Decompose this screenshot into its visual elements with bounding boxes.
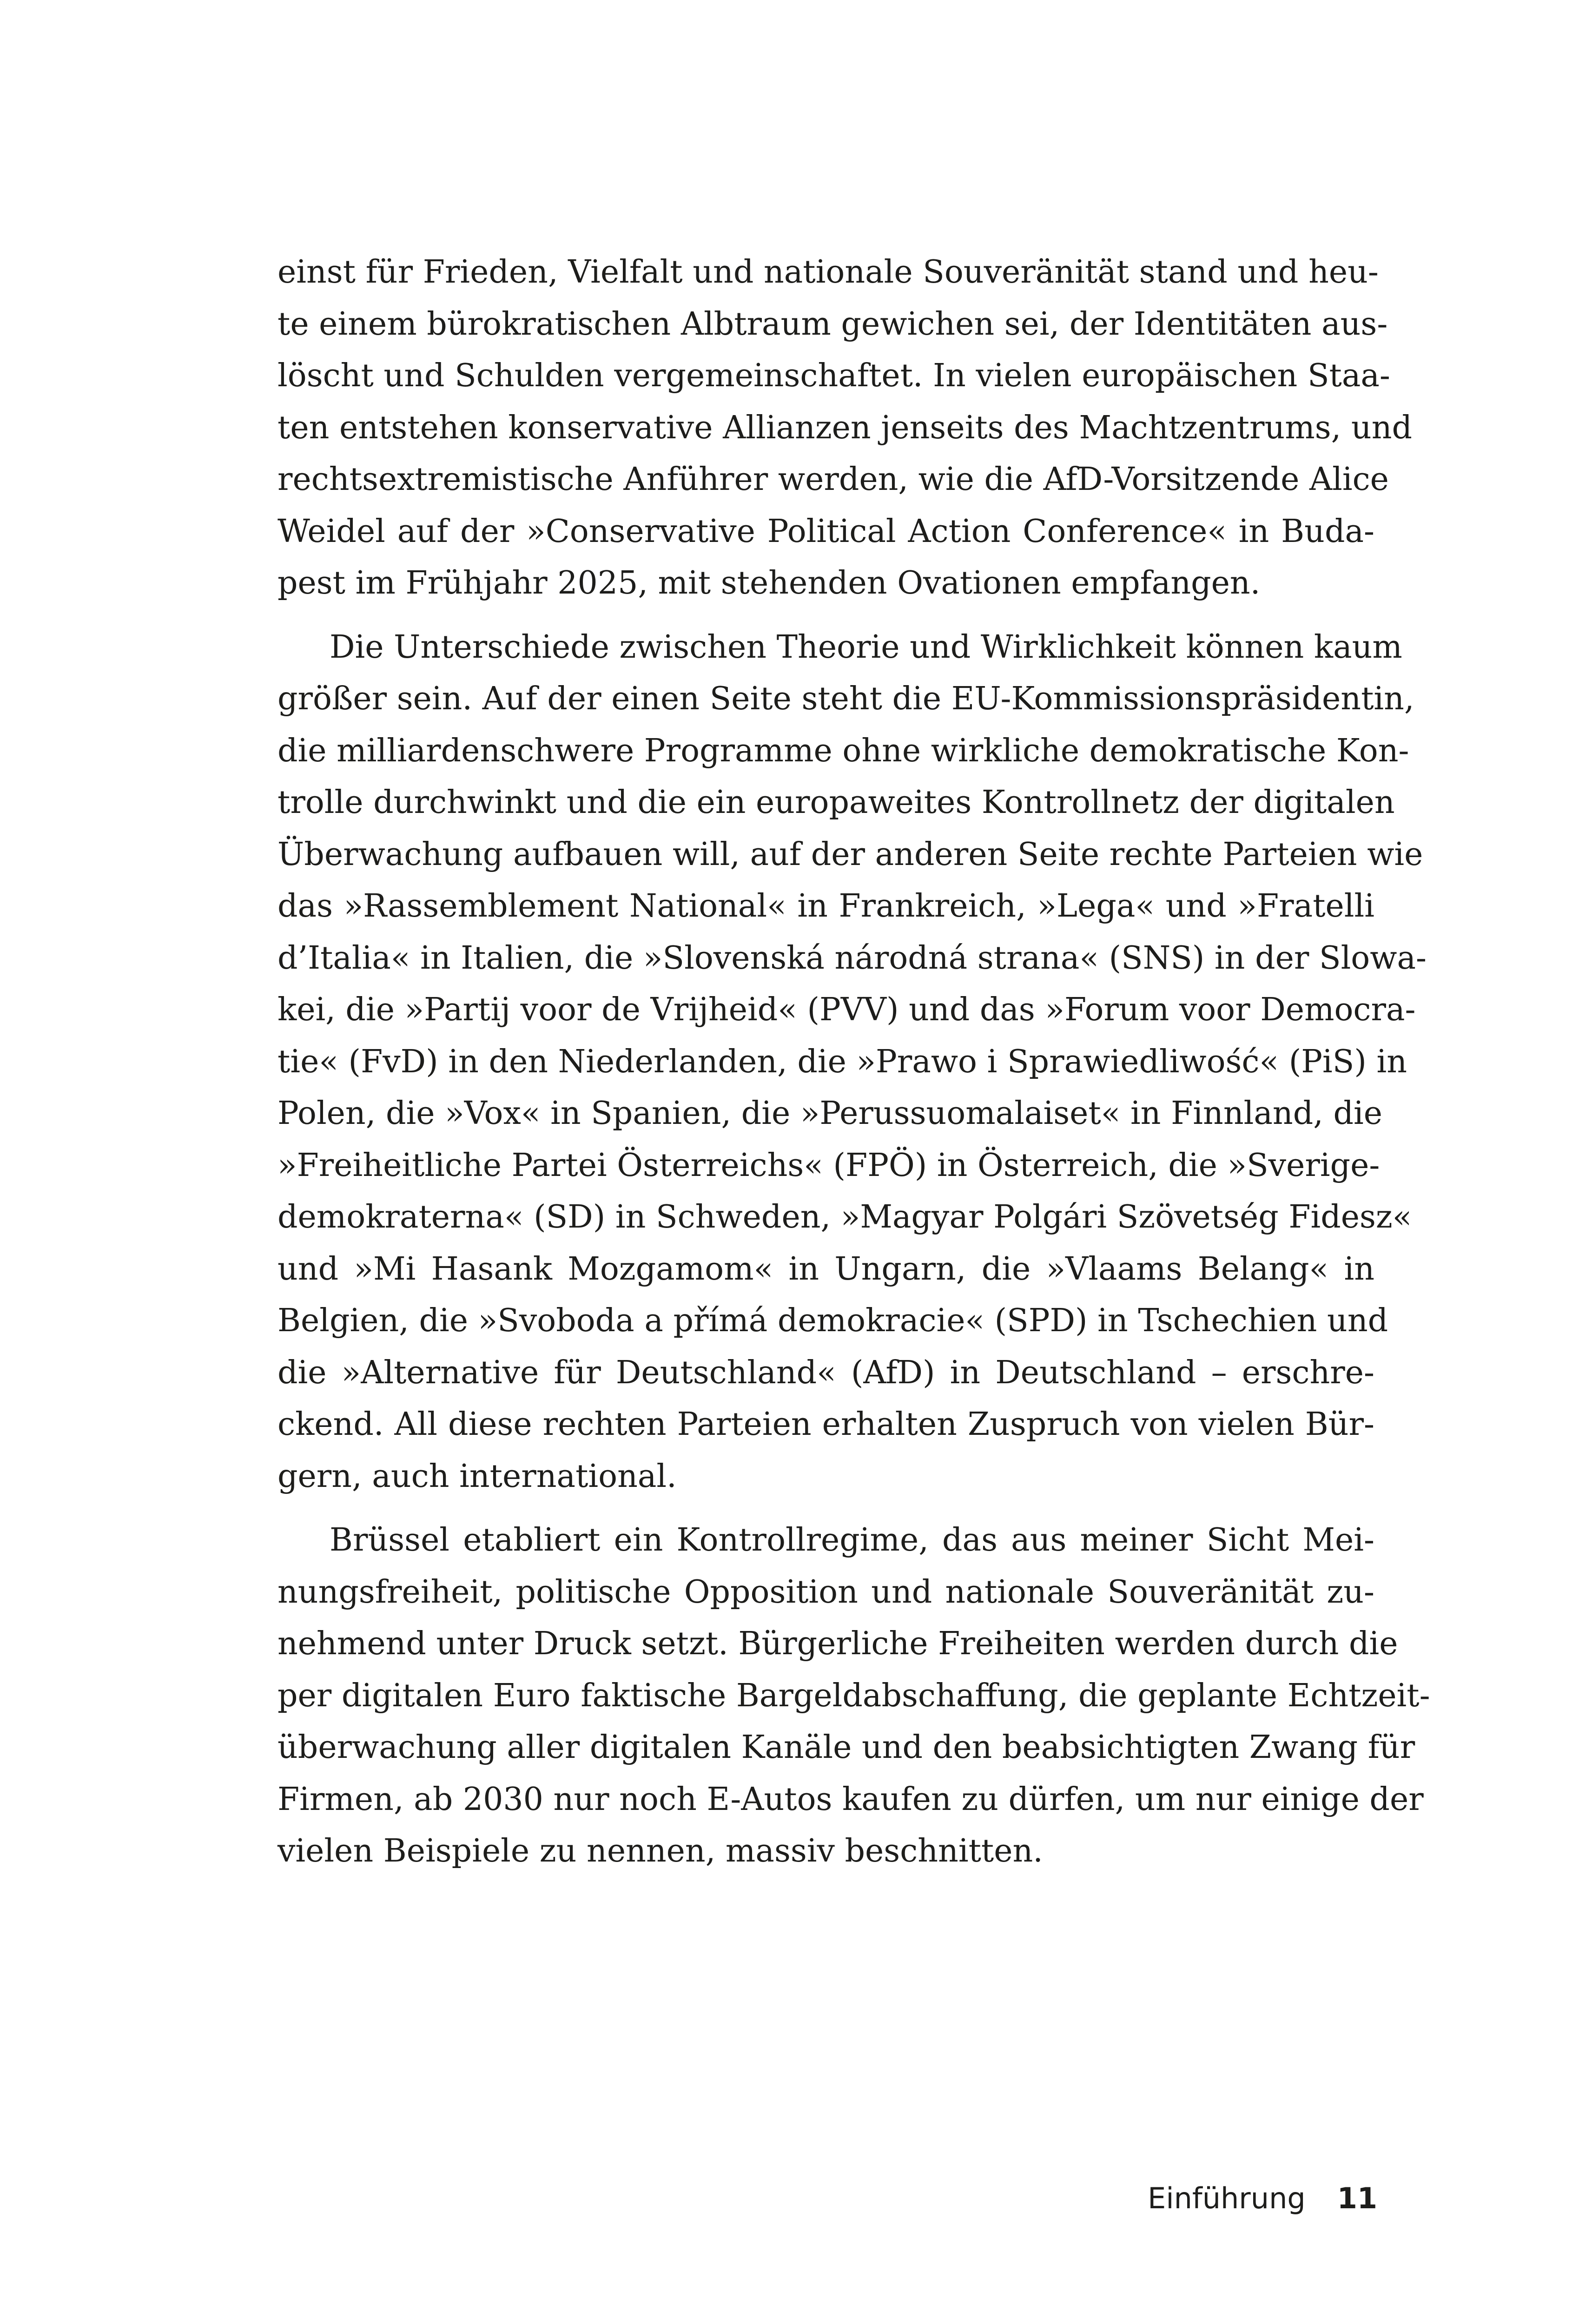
text-line: einst für Frieden, Vielfalt und nationale Souveränität stand und heu- <box>277 254 1379 290</box>
text-line: die milliardenschwere Programme ohne wirkliche demokratische Kon- <box>277 732 1409 769</box>
text-line: pest im Frühjahr 2025, mit stehenden Ovationen empfangen. <box>277 565 1261 601</box>
text-line: trolle durchwinkt und die ein europaweites Kontrollnetz der digitalen <box>277 784 1395 821</box>
text-line: »Freiheitliche Partei Österreichs« (FPÖ) in Österreich, die »Sverige- <box>277 1147 1380 1184</box>
text-line: kei, die »Partij voor de Vrijheid« (PVV) und das »Forum voor Democra- <box>277 991 1416 1028</box>
text-line: Firmen, ab 2030 nur noch E-Autos kaufen zu dürfen, um nur einige der <box>277 1781 1424 1818</box>
running-footer-title: Einführung <box>1148 2181 1306 2215</box>
text-line: per digitalen Euro faktische Bargeldabschaffung, die geplante Echtzeit- <box>277 1677 1430 1714</box>
text-line: ten entstehen konservative Allianzen jenseits des Machtzentrums, und <box>277 409 1413 446</box>
text-line: Belgien, die »Svoboda a přímá demokracie« (SPD) in Tschechien und <box>277 1302 1388 1339</box>
text-line: löscht und Schulden vergemeinschaftet. In vielen europäischen Staa- <box>277 357 1390 394</box>
page-number: 11 <box>1337 2181 1377 2215</box>
text-line: rechtsextremistische Anführer werden, wie die AfD-Vorsitzende Alice <box>277 461 1389 498</box>
text-line: nungsfreiheit, politische Opposition und nationale Souveränität zu- <box>277 1573 1374 1611</box>
body-text <box>277 246 1430 1877</box>
text-line: überwachung aller digitalen Kanäle und den beabsichtigten Zwang für <box>277 1729 1415 1766</box>
text-line: ckend. All diese rechten Parteien erhalten Zuspruch von vielen Bür- <box>277 1406 1374 1443</box>
text-line: tie« (FvD) in den Niederlanden, die »Prawo i Sprawiedliwość« (PiS) in <box>277 1043 1407 1080</box>
text-line: größer sein. Auf der einen Seite steht die EU-Kommissionspräsidentin, <box>277 680 1414 717</box>
text-line: d’Italia« in Italien, die »Slovenská národná strana« (SNS) in der Slowa- <box>277 939 1427 977</box>
paragraph-gap <box>277 609 1374 621</box>
text-line: Die Unterschiede zwischen Theorie und Wirklichkeit können kaum <box>330 628 1402 666</box>
paragraph <box>277 246 1413 609</box>
text-line: vielen Beispiele zu nennen, massiv beschnitten. <box>277 1833 1043 1869</box>
text-line: gern, auch international. <box>277 1458 677 1495</box>
text-line: Brüssel etabliert ein Kontrollregime, das aus meiner Sicht Mei- <box>330 1522 1374 1558</box>
text-line: Polen, die »Vox« in Spanien, die »Perussuomalaiset« in Finnland, die <box>277 1095 1382 1132</box>
text-line: Überwachung aufbauen will, auf der anderen Seite rechte Parteien wie <box>277 836 1423 873</box>
text-line: Weidel auf der »Conservative Political Action Conference« in Buda- <box>277 513 1374 550</box>
paragraph <box>277 621 1427 1503</box>
page-footer <box>1148 2181 1377 2215</box>
text-line: das »Rassemblement National« in Frankreich, »Lega« und »Fratelli <box>277 888 1374 924</box>
text-line: und »Mi Hasank Mozgamom« in Ungarn, die »Vlaams Belang« in <box>277 1250 1374 1287</box>
text-line: te einem bürokratischen Albtraum gewichen sei, der Identitäten aus- <box>277 305 1388 343</box>
paragraph-gap <box>277 1502 1374 1514</box>
text-line: nehmend unter Druck setzt. Bürgerliche Freiheiten werden durch die <box>277 1625 1398 1662</box>
text-line: demokraterna« (SD) in Schweden, »Magyar Polgári Szövetség Fidesz« <box>277 1199 1412 1235</box>
paragraph <box>277 1514 1430 1877</box>
text-line: die »Alternative für Deutschland« (AfD) in Deutschland – erschre- <box>277 1354 1374 1391</box>
